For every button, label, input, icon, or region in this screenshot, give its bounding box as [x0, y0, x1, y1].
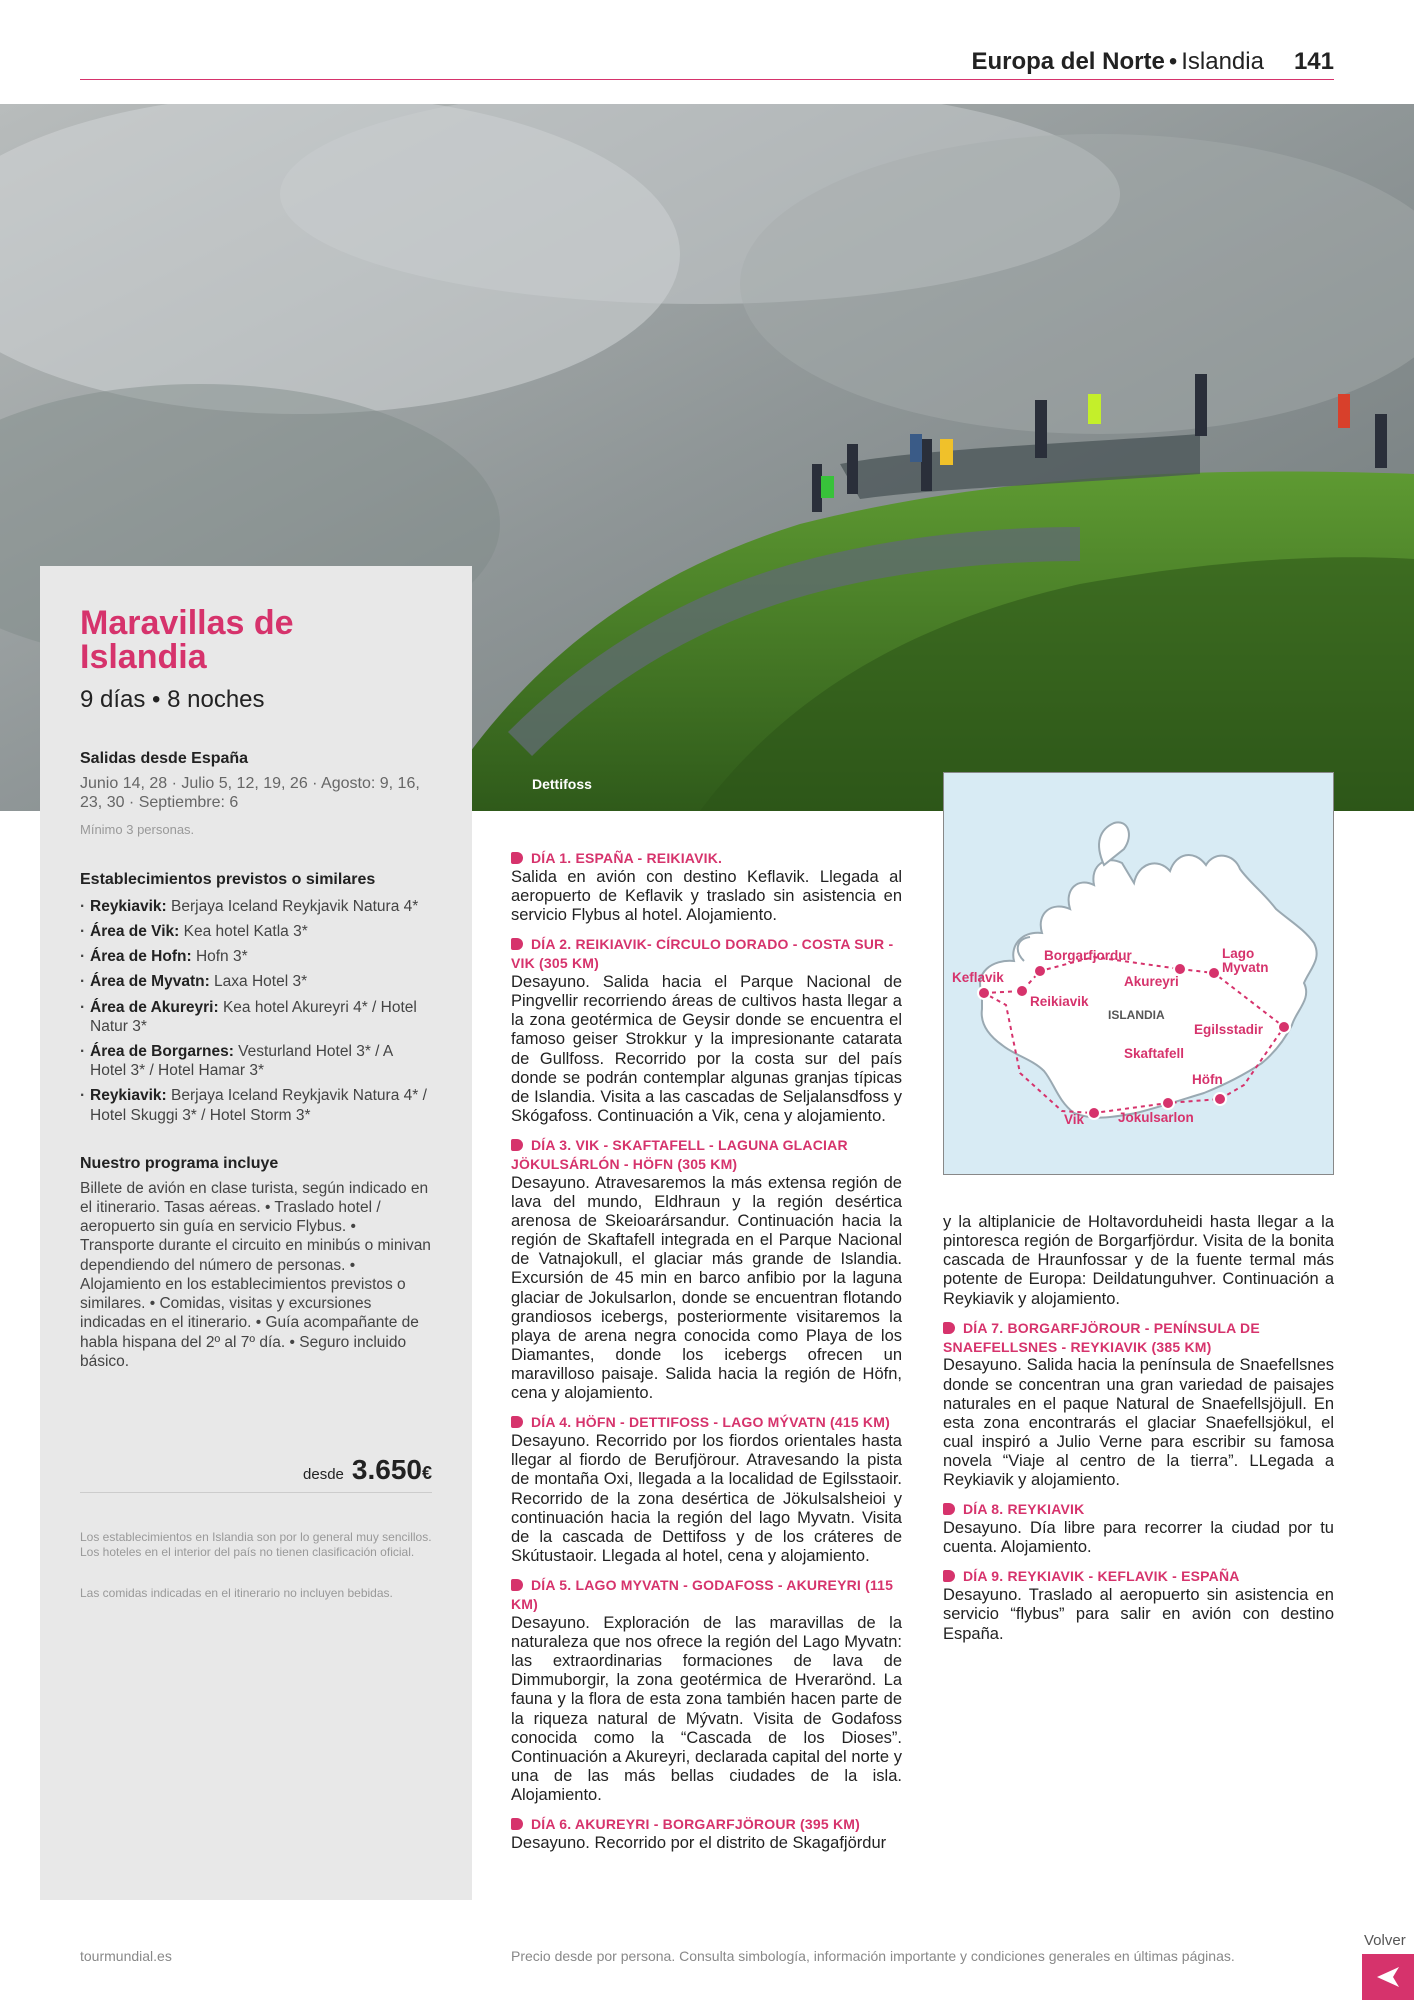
itinerary-column-1: [511, 849, 902, 1863]
marker-borgarfjordur: [1034, 965, 1046, 977]
page-number: 141: [1293, 47, 1334, 75]
trip-title-line-2: Islandia: [80, 638, 207, 676]
footer-website: tourmundial.es: [80, 1948, 172, 1964]
hotel-item: [80, 1086, 432, 1124]
page-header: [80, 44, 1334, 80]
hotel-place: Área de Hofn:: [90, 948, 192, 966]
map-label-akureyri: Akureyri: [1124, 974, 1179, 989]
day-title: DÍA 8. REYKIAVIK: [943, 1500, 1334, 1519]
marker-myvatn: [1208, 967, 1220, 979]
day-text: Desayuno. Salida hacia el Parque Nacional de Pingvellir recorriendo áreas de cultivos hasta llegar a la zona geotérmica de Geysir donde se encuentra el famoso geiser Strokkur y la impresionante catarata de Gullfoss. Recorrido por la costa sur del país donde se podrán contemplar algunas granjas típicas de Islandia. Visita a las cascadas de Seljalansdfoss y Skógafoss. Continuación a Vik, cena y alojamiento.: [511, 973, 902, 1125]
day-title: DÍA 9. REYKIAVIK - KEFLAVIK - ESPAÑA: [943, 1567, 1334, 1586]
hotel-name: Laxa Hotel 3*: [214, 973, 308, 991]
hotel-item: [80, 922, 432, 941]
back-button[interactable]: [1362, 1954, 1414, 2000]
hotels-heading: Establecimientos previstos o similares: [80, 870, 376, 888]
itinerary-day-7: [943, 1319, 1334, 1491]
day-title: DÍA 2. REIKIAVIK- CÍRCULO DORADO - COSTA SUR - VIK (305 KM): [511, 935, 902, 973]
map-label-jokulsarlon: Jokulsarlon: [1118, 1110, 1194, 1125]
trip-title-line-1: Maravillas de: [80, 604, 294, 642]
country-name: Islandia: [1181, 47, 1264, 75]
itinerary-day-2: [511, 935, 902, 1126]
hotel-item: [80, 972, 432, 991]
hotel-place: Reykiavik:: [90, 897, 167, 915]
itinerary-day-6: [511, 1815, 902, 1853]
hotel-name: Kea hotel Katla 3*: [183, 922, 308, 940]
day-text: Desayuno. Salida hacia la península de Snaefellsnes donde se concentran una gran variedad de paisajes naturales en el paque Natural de Snaefellsjöjull. En esta zona encontrarás el glaciar Snaefellsjökul, el cual inspiró a Julio Verne para escribir su famosa novela “Viaje al centro de la tierra”. LLegada a Reykiavik y alojamiento.: [943, 1356, 1334, 1490]
day-6-continuation: y la altiplanicie de Holtavorduheidi hasta llegar a la pintoresca región de Borgarfjördur. Visita de la bonita cascada de Hraunfossar y de la fuente termal más potente de Europa: Deildatunguhver. Continuación a Reykiavik y alojamiento.: [943, 1213, 1334, 1308]
photo-caption: Dettifoss: [532, 776, 592, 792]
hotel-item: [80, 947, 432, 966]
itinerary-day-9: [943, 1567, 1334, 1643]
day-text: Desayuno. Exploración de las maravillas de la naturaleza que nos ofrece la región del Lago Myvatn: las extraordinarias formaciones de lava de Dimmuborgir, la zona geotérmica de Hverarönd. La fauna y la flora de esta zona también hacen parte de la riqueza natural de Mývatn. Visita de Godafoss conocida como la “Cascada de los Dioses”. Continuación a Akureyri, declarada capital del norte y una de las más bellas ciudades de la isla. Alojamiento.: [511, 1613, 902, 1804]
day-text: Desayuno. Recorrido por el distrito de Skagafjördur: [511, 1834, 887, 1853]
back-arrow-icon: [1375, 1966, 1401, 1988]
hotel-place: Área de Vik:: [90, 922, 180, 940]
map-label-borgarfjordur: Borgarfjordur: [1044, 948, 1132, 963]
price-amount: 3.650: [351, 1454, 422, 1485]
marker-egilsstadir: [1278, 1021, 1290, 1033]
hotel-place: Área de Borgarnes:: [90, 1042, 234, 1060]
marker-reikiavik: [1016, 985, 1028, 997]
back-label: Volver: [1364, 1932, 1406, 1949]
hotel-place: Área de Akureyri:: [90, 998, 219, 1016]
map-label-vik: Vik: [1064, 1112, 1085, 1127]
map-label-hofn: Höfn: [1192, 1072, 1223, 1087]
trip-title: [80, 606, 432, 674]
header-bullet: •: [1168, 47, 1178, 75]
trip-summary-panel: [40, 566, 472, 1900]
departures-heading: Salidas desde España: [80, 750, 249, 767]
section-title: Europa del Norte: [971, 47, 1165, 75]
day-title: DÍA 5. LAGO MYVATN - GODAFOSS - AKUREYRI (115 KM): [511, 1576, 902, 1614]
itinerary-day-5: [511, 1576, 902, 1805]
hotels-list: [80, 897, 432, 1125]
price-block: [80, 1454, 432, 1493]
price-currency: €: [421, 1463, 432, 1483]
map-label-skaftafell: Skaftafell: [1124, 1046, 1185, 1061]
hotels-note: Los establecimientos en Islandia son por lo general muy sencillos. Los hoteles en el interior del país no tienen clasificación oficial.: [80, 1530, 432, 1559]
hotel-name: Hofn 3*: [195, 948, 248, 966]
hotel-item: [80, 1042, 432, 1080]
day-text: Desayuno. Atravesaremos la más extensa región de lava del mundo, Eldhraun y la región desértica arenosa de Skeioarársandur. Continuación hacia la región de Skaftafell integrada en el Parque Nacional de Vatnajokull, el glaciar más grande de Islandia. Excursión de 45 min en barco anfibio por la laguna glaciar de Jokulsarlon, donde se encuentran flotando grandiosos icebergs, posteriormente visitaremos la playa de arena negra conocida como Playa de los Diamantes, donde los icebergs ofrecen un maravilloso paisaje. Salida hacia la región de Höfn, cena y alojamiento.: [511, 1173, 902, 1403]
hotel-name: Kea hotel Akureyri 4* / Hotel Natur 3*: [90, 998, 417, 1035]
marker-keflavik: [978, 987, 990, 999]
footer-disclaimer: Precio desde por persona. Consulta simbología, información importante y condiciones generales en últimas páginas.: [511, 1948, 1235, 1964]
day-title: DÍA 7. BORGARFJÖROUR - PENÍNSULA DE SNAEFELLSNES - REYKIAVIK (385 KM): [943, 1319, 1334, 1357]
itinerary-day-1: [511, 849, 902, 925]
map-label-myvatn: Myvatn: [1222, 960, 1269, 975]
day-title: DÍA 6. AKUREYRI - BORGARFJÖROUR (395 KM): [511, 1815, 902, 1834]
hotel-item: [80, 998, 432, 1036]
itinerary-day-8: [943, 1500, 1334, 1557]
trip-duration: 9 días • 8 noches: [80, 686, 265, 713]
itinerary-day-4: [511, 1413, 902, 1566]
itinerary-column-2: [943, 1213, 1334, 1654]
hotel-place: Reykiavik:: [90, 1087, 167, 1105]
map-label-lago: Lago: [1222, 946, 1255, 961]
marker-jokulsarlon: [1162, 1097, 1174, 1109]
includes-text: Billete de avión en clase turista, según indicado en el itinerario. Tasas aéreas. • Traslado hotel / aeropuerto sin guía en servicio Flybus. • Transporte durante el circuito en minibús o minivan dependiendo del número de personas. • Alojamiento en los establecimientos previstos o similares. • Comidas, visitas y excursiones indicadas en el itinerario. • Guía acompañante de habla hispana del 2º al 7º día. • Seguro incluido básico.: [80, 1179, 431, 1370]
hotel-name: Vesturland Hotel 3* / A Hotel 3* / Hotel Hamar 3*: [90, 1042, 393, 1080]
map-label-egilsstadir: Egilsstadir: [1194, 1022, 1264, 1037]
hotel-place: Área de Myvatn:: [90, 973, 210, 991]
day-title: DÍA 4. HÖFN - DETTIFOSS - LAGO MÝVATN (415 KM): [511, 1413, 902, 1432]
day-text: Desayuno. Recorrido por los fiordos orientales hasta llegar al fiordo de Berufjörour. Atravesando la pista de montaña Oxi, llegada a la localidad de Egilsstaoir. Recorrido de la zona desértica de Jökulsalsheioi y continuación hacia la región del lago Myvatn. Visita de la cascada de Dettifoss y de los cráteres de Skútustaoir. Llegada al hotel, cena y alojamiento.: [511, 1432, 902, 1565]
includes-heading: Nuestro programa incluye: [80, 1154, 279, 1172]
hotel-name: Berjaya Iceland Reykjavik Natura 4* / Hotel Skuggi 3* / Hotel Storm 3*: [90, 1087, 427, 1124]
day-text: Salida en avión con destino Keflavik. Llegada al aeropuerto de Keflavik y traslado sin asistencia en servicio Flybus al hotel. Alojamiento.: [511, 867, 902, 925]
day-title: DÍA 1. ESPAÑA - REIKIAVIK.: [511, 849, 902, 868]
hotel-item: [80, 897, 432, 916]
day-text: Desayuno. Día libre para recorrer la ciudad por tu cuenta. Alojamiento.: [943, 1519, 1334, 1557]
price-from-label: desde: [303, 1466, 344, 1483]
departures-dates: Junio 14, 28 · Julio 5, 12, 19, 26 · Agosto: 9, 16, 23, 30 · Septiembre: 6: [80, 775, 420, 812]
day-text: Desayuno. Traslado al aeropuerto sin asistencia en servicio “flybus” para salir en avión con destino España.: [943, 1586, 1334, 1643]
itinerary-day-3: [511, 1136, 902, 1403]
map-label-keflavik: Keflavik: [952, 970, 1004, 985]
day-title: DÍA 3. VIK - SKAFTAFELL - LAGUNA GLACIAR JÖKULSÁRLÓN - HÖFN (305 KM): [511, 1136, 902, 1174]
marker-hofn: [1214, 1093, 1226, 1105]
route-map: [943, 772, 1334, 1175]
map-label-country: ISLANDIA: [1108, 1008, 1165, 1022]
minimum-note: Mínimo 3 personas.: [80, 822, 195, 838]
meals-note: Las comidas indicadas en el itinerario no incluyen bebidas.: [80, 1586, 393, 1600]
map-label-reikiavik: Reikiavik: [1030, 994, 1089, 1009]
hotel-name: Berjaya Iceland Reykjavik Natura 4*: [171, 897, 419, 915]
marker-vik: [1088, 1107, 1100, 1119]
